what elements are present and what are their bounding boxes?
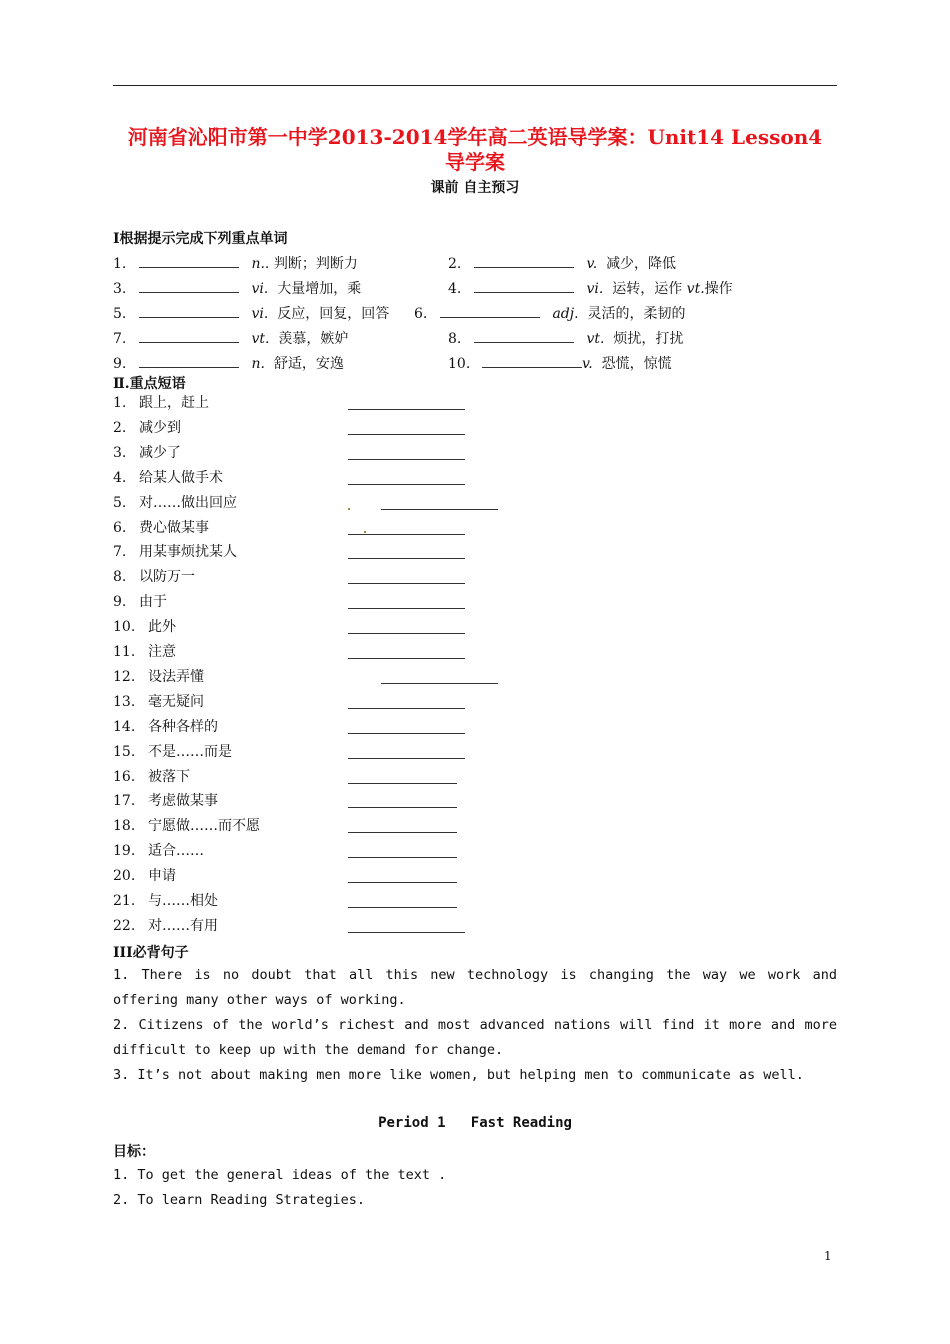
answer-blank[interactable] <box>474 278 574 293</box>
phrase-text: 设法弄懂 <box>148 668 204 685</box>
phrase-answer-blank[interactable] <box>348 445 465 460</box>
phrase-item <box>113 718 218 736</box>
phrase-item <box>113 469 223 487</box>
phrase-answer-blank[interactable] <box>348 470 465 485</box>
phrase-item <box>113 842 204 860</box>
phrase-answer-blank[interactable] <box>348 644 465 659</box>
phrase-text: 考虑做某事 <box>148 793 218 810</box>
phrase-number: 3. <box>113 444 127 461</box>
phrase-answer-blank[interactable] <box>348 719 465 734</box>
phrase-number: 6. <box>113 519 127 536</box>
phrase-item <box>113 419 181 437</box>
phrase-number: 4. <box>113 469 127 486</box>
goal-1: 1. To get the general ideas of the text . <box>113 1167 447 1183</box>
vocab-item-9: 9. n. 舒适，安逸 <box>113 353 344 373</box>
phrase-number: 12. <box>113 668 136 685</box>
phrase-text: 费心做某事 <box>139 519 209 536</box>
phrase-text: 此外 <box>148 619 176 636</box>
vocab-item-2: 2. v. 减少，降低 <box>448 253 676 273</box>
phrase-answer-blank[interactable] <box>348 818 457 833</box>
phrase-answer-blank[interactable] <box>348 918 465 933</box>
answer-blank[interactable] <box>440 303 540 318</box>
title-line-1: 河南省沁阳市第一中学2013-2014学年高二英语导学案：Unit14 Lesson4 <box>127 125 823 149</box>
phrase-text: 毫无疑问 <box>148 693 204 710</box>
goal-2: 2. To learn Reading Strategies. <box>113 1192 365 1208</box>
phrase-text: 减少了 <box>139 444 181 461</box>
phrase-answer-blank[interactable] <box>381 669 498 684</box>
phrase-item <box>113 668 204 686</box>
phrase-number: 9. <box>113 594 127 611</box>
section2-heading: Ⅱ.重点短语 <box>113 376 186 392</box>
answer-blank[interactable] <box>139 353 239 368</box>
phrase-number: 13. <box>113 693 136 710</box>
phrase-number: 15. <box>113 743 136 760</box>
phrase-number: 5. <box>113 494 127 511</box>
phrase-number: 21. <box>113 893 136 909</box>
phrase-text: 减少到 <box>139 419 181 436</box>
phrase-item <box>113 693 204 711</box>
phrase-answer-blank[interactable] <box>348 744 465 759</box>
phrase-answer-blank[interactable] <box>348 569 465 584</box>
vocab-item-6: 6. adj. 灵活的，柔韧的 <box>414 303 685 323</box>
phrase-item <box>113 618 176 636</box>
phrase-text: 用某事烦扰某人 <box>139 544 237 561</box>
phrase-item <box>113 892 218 910</box>
phrase-answer-blank[interactable] <box>348 544 465 559</box>
answer-blank[interactable] <box>474 328 574 343</box>
phrase-item <box>113 743 232 761</box>
phrase-item <box>113 394 209 412</box>
document-title <box>113 125 837 175</box>
phrase-number: 11. <box>113 644 136 660</box>
phrase-answer-blank[interactable] <box>348 619 465 634</box>
goals-label: 目标： <box>113 1144 155 1160</box>
phrase-answer-blank[interactable] <box>348 843 457 858</box>
phrase-answer-blank[interactable] <box>348 769 457 784</box>
answer-blank[interactable] <box>482 353 582 368</box>
phrase-item <box>113 917 218 935</box>
phrase-number: 18. <box>113 818 136 835</box>
vocab-item-8: 8. vt. 烦扰，打扰 <box>448 328 683 348</box>
phrase-number: 2. <box>113 419 127 436</box>
phrase-number: 10. <box>113 619 136 636</box>
phrase-answer-blank[interactable] <box>348 420 465 435</box>
phrase-number: 1. <box>113 395 127 411</box>
phrase-text: 跟上，赶上 <box>139 395 209 411</box>
title-line-2: 导学案 <box>445 150 505 174</box>
phrase-number: 7. <box>113 544 127 561</box>
phrase-text: 以防万一 <box>139 569 195 586</box>
phrase-item <box>113 792 218 810</box>
phrase-item <box>113 444 181 462</box>
answer-blank[interactable] <box>139 278 239 293</box>
vocab-item-4: 4. vi. 运转，运作 vt.操作 <box>448 278 733 298</box>
stray-mark <box>348 508 350 510</box>
phrase-item <box>113 768 190 786</box>
vocab-item-7: 7. vt. 羡慕，嫉妒 <box>113 328 348 348</box>
phrase-text: 注意 <box>148 644 176 660</box>
phrase-text: 宁愿做……而不愿 <box>148 818 260 835</box>
phrase-answer-blank[interactable] <box>348 868 457 883</box>
phrase-number: 20. <box>113 868 136 885</box>
phrase-number: 19. <box>113 843 136 860</box>
phrase-text: 对……做出回应 <box>139 494 237 511</box>
phrase-number: 16. <box>113 768 136 785</box>
header-rule <box>113 85 837 86</box>
phrase-answer-blank[interactable] <box>348 893 457 908</box>
answer-blank[interactable] <box>139 253 239 268</box>
phrase-item <box>113 494 237 512</box>
phrase-item <box>113 817 260 835</box>
sentence-2: 2. Citizens of the world’s richest and most advanced nations will find it more and more difficult to keep up with the demand for change. <box>113 1017 837 1058</box>
phrase-text: 由于 <box>139 594 167 611</box>
phrase-text: 给某人做手术 <box>139 469 223 486</box>
phrase-item <box>113 643 176 661</box>
vocab-item-10: 10. v. 恐慌，惊慌 <box>448 353 672 373</box>
phrase-item <box>113 543 237 561</box>
sentence-1: 1. There is no doubt that all this new technology is changing the way we work and offering many other ways of working. <box>113 967 837 1008</box>
phrase-text: 与……相处 <box>148 893 218 909</box>
section3-heading: III必背句子 <box>113 945 189 961</box>
phrase-item <box>113 519 209 537</box>
document-subtitle: 课前 自主预习 <box>430 180 520 196</box>
stray-mark <box>364 531 366 533</box>
phrase-text: 申请 <box>148 868 176 885</box>
phrase-answer-blank[interactable] <box>348 594 465 609</box>
answer-blank[interactable] <box>474 253 574 268</box>
phrase-number: 8. <box>113 569 127 586</box>
phrase-answer-blank[interactable] <box>381 495 498 510</box>
vocab-item-1: 1. n.. 判断；判断力 <box>113 253 358 273</box>
phrase-text: 各种各样的 <box>148 718 218 735</box>
phrase-answer-blank[interactable] <box>348 793 457 808</box>
phrase-number: 14. <box>113 718 136 735</box>
phrase-answer-blank[interactable] <box>348 694 465 709</box>
phrase-number: 17. <box>113 793 136 810</box>
answer-blank[interactable] <box>139 328 239 343</box>
phrase-text: 不是……而是 <box>148 743 232 760</box>
phrase-number: 22. <box>113 917 136 934</box>
phrase-answer-blank[interactable] <box>348 395 465 410</box>
phrase-item <box>113 568 195 586</box>
phrase-item <box>113 867 176 885</box>
vocab-item-5: 5. vi. 反应，回复，回答 <box>113 303 389 323</box>
section1-heading: I根据提示完成下列重点单词 <box>113 231 288 247</box>
answer-blank[interactable] <box>139 303 239 318</box>
period-heading: Period 1 Fast Reading <box>378 1115 572 1131</box>
vocab-item-3: 3. vi. 大量增加，乘 <box>113 278 361 298</box>
page-number: 1 <box>824 1249 832 1263</box>
phrase-text: 被落下 <box>148 768 190 785</box>
phrase-text: 适合…… <box>148 843 204 860</box>
phrase-text: 对……有用 <box>148 917 218 934</box>
phrase-item <box>113 593 167 611</box>
sentence-3: 3. It’s not about making men more like women, but helping men to communicate as well. <box>113 1067 804 1083</box>
